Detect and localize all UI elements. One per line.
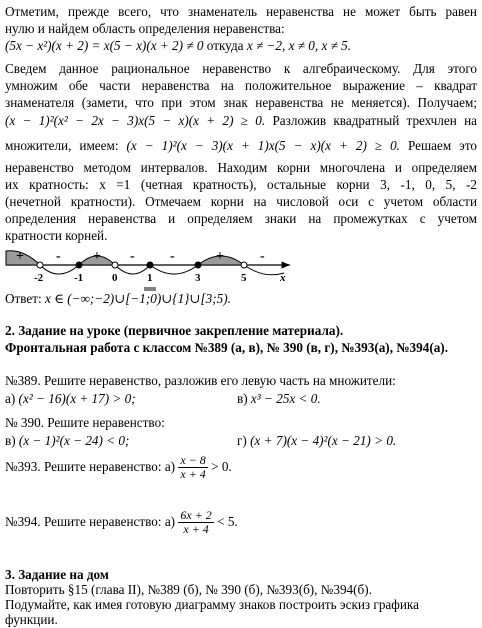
para-expression-2: (x − 1)²(x − 3)(x + 1)x(5 − x)(x + 2) ≥ 0. <box>126 138 400 153</box>
arch-negative-3 <box>150 265 198 274</box>
task-390-v-expression: (x − 1)²(x − 24) < 0; <box>18 433 130 448</box>
para-line-5-c: Решаем это <box>407 138 478 153</box>
para-line-1: Сведем данное рациональное неравенство к алгебраическому. Для этого <box>5 61 477 76</box>
point-label: 3 <box>195 272 201 284</box>
task-394-numerator: 6x + 2 <box>180 508 212 523</box>
domain-otkuda: откуда <box>206 38 244 53</box>
task-393-fraction <box>178 454 207 481</box>
domain-result: x ≠ −2, x ≠ 0, x ≠ 5. <box>246 38 352 53</box>
para-line-5-a: множители, <box>5 138 72 153</box>
para-line-6: неравенство методом интервалов. Находим корни многочлена и определяем <box>5 160 477 175</box>
point-0 <box>112 262 118 268</box>
sign-label: + <box>216 249 224 264</box>
task-390-heading: № 390. Решите неравенство: <box>5 415 165 430</box>
answer-line <box>5 291 231 307</box>
homework-line-3: функции. <box>5 612 58 627</box>
arch-negative-4 <box>244 265 284 275</box>
task-393-denominator: x + 4 <box>180 467 206 482</box>
task-389-a-expression: (x² − 16)(x + 17) > 0; <box>18 391 136 406</box>
task-390-g <box>237 433 396 449</box>
sign-label: - <box>170 249 175 264</box>
point-label: 0 <box>112 272 118 284</box>
section-3-title: 3. Задание на дом <box>5 567 109 582</box>
task-394 <box>5 507 238 537</box>
task-393-numerator: x − 8 <box>180 453 206 468</box>
para-line-7: их кратность: x =1 (четная кратность), остальные корни 3, -1, 0, 5, -2 <box>5 177 477 192</box>
intro-line-2: нулю и найдем область определения неравенства: <box>5 21 285 36</box>
homework-line-2: Подумайте, как имея готовую диаграмму знаков построить эскиз графика <box>5 597 419 612</box>
section-2-title: 2. Задание на уроке (первичное закрепление материала). <box>5 323 344 338</box>
task-389-a-label: а) <box>5 391 16 406</box>
task-393 <box>5 452 232 482</box>
point-minus-1 <box>76 262 82 268</box>
point-label: 5 <box>241 272 247 284</box>
sign-label: - <box>260 249 265 264</box>
para-line-4 <box>5 113 477 129</box>
para-expression-1: (x − 1)²(x² − 2x − 3)x(5 − x)(x + 2) ≥ 0. <box>5 113 266 128</box>
task-389-v <box>237 391 321 407</box>
task-390-g-expression: (x + 7)(x − 4)²(x − 21) > 0. <box>250 433 397 448</box>
task-394-fraction <box>178 509 213 536</box>
task-390-v <box>5 433 129 449</box>
task-393-tail: > 0. <box>211 459 232 474</box>
point-label: -1 <box>74 272 84 284</box>
para-line-5 <box>5 138 477 154</box>
point-minus-2 <box>37 262 43 268</box>
point-label: 1 <box>147 272 153 284</box>
task-393-text: №393. Решите неравенство: а) <box>5 459 176 474</box>
task-389-a <box>5 391 136 407</box>
homework-line-1: Повторить §15 (глава II), №389 (б), № 390 (б), №393(б), №394(б). <box>5 582 372 597</box>
task-389-v-label: в) <box>237 391 248 406</box>
para-line-9: определения неравенства и определяем знаки на промежутках с учетом <box>5 211 477 226</box>
sign-diagram <box>2 243 302 291</box>
para-line-10: кратности корней. <box>5 228 108 243</box>
point-5 <box>241 262 247 268</box>
point-label: -2 <box>34 272 44 284</box>
domain-line <box>5 38 351 54</box>
task-394-tail: < 5. <box>217 514 238 529</box>
para-line-5-b: имеем: <box>79 138 119 153</box>
task-389-v-expression: x³ − 25x < 0. <box>250 391 321 406</box>
para-line-4-text: Разложив квадратный трехчлен на <box>272 113 477 128</box>
section-2-subtitle: Фронтальная работа с классом №389 (а, в), № 390 (в, г), №393(а), №394(а). <box>5 340 448 355</box>
task-394-text: №394. Решите неравенство: а) <box>5 514 176 529</box>
para-line-3: знаменателя (замети, что при этом знак неравенства не меняется). Получаем; <box>5 95 477 110</box>
sign-label: + <box>93 249 101 264</box>
intro-line-1: Отметим, прежде всего, что знаменатель неравенства не может быть равен <box>5 4 477 19</box>
task-390-g-label: г) <box>237 433 247 448</box>
axis-variable: x <box>280 272 286 284</box>
sign-label: - <box>130 249 135 264</box>
para-line-8: (нечетной кратности). Отмечаем корни на числовой оси с учетом области <box>5 194 477 209</box>
domain-expression: (5x − x²)(x + 2) = x(5 − x)(x + 2) ≠ 0 <box>5 38 204 53</box>
answer-label: Ответ: <box>5 291 42 306</box>
answer-value: x ∈ (−∞;−2)∪[−1;0)∪{1}∪[3;5). <box>45 291 231 306</box>
point-1 <box>147 262 153 268</box>
sign-label: - <box>56 249 61 264</box>
sign-label: + <box>16 249 24 264</box>
task-390-v-label: в) <box>5 433 16 448</box>
task-389-heading: №389. Решите неравенство, разложив его левую часть на множители: <box>5 373 396 388</box>
para-line-2: умножим обе части неравенства на положительное выражение – квадрат <box>5 78 477 93</box>
point-3 <box>195 262 201 268</box>
task-394-denominator: x + 4 <box>183 522 209 537</box>
arch-negative-2 <box>115 265 150 274</box>
